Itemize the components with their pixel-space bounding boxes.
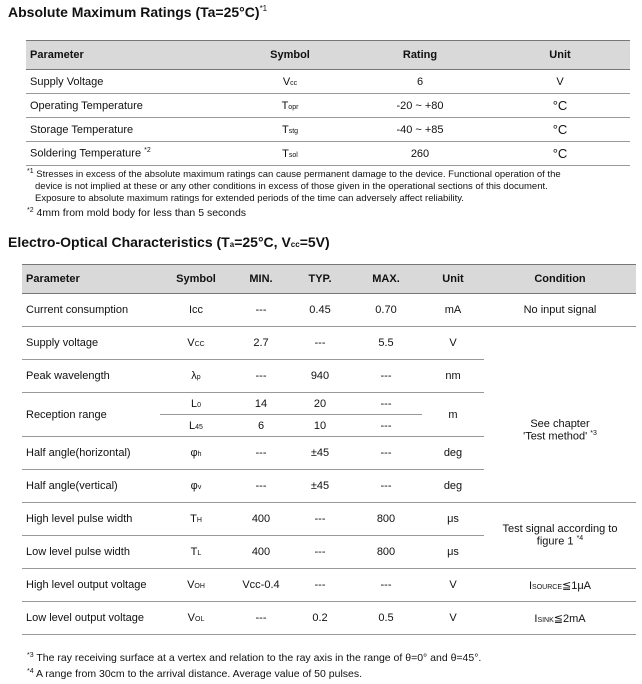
table-row: Low level output voltage VOL --- 0.2 0.5 V ISINK≦2mA [22,602,636,635]
cond-test-signal: Test signal according to figure 1 $^{*4}$ [484,503,636,569]
abs-max-table [26,40,630,166]
table-row: Peak wavelength λp --- 940 --- nm See chapter 'Test method' $^{*3}$ [22,360,636,393]
table-row: Half angle(vertical) φv --- ±45 --- deg [22,470,636,503]
table-row: Soldering Temperature $^{*2}$ Tsol 260 °C [26,142,630,166]
eo-table [22,264,636,635]
table-row: High level output voltage VOH Vcc-0.4 --- --- V ISOURCE≦1μA [22,569,636,602]
table-row: Half angle(horizontal) φh --- ±45 --- deg [22,437,636,470]
cond-see-chapter: See chapter 'Test method' $^{*3}$ [484,360,636,503]
table-header-row [26,41,630,70]
table-header-row: Parameter Symbol MIN. TYP. MAX. Unit Condition [22,265,636,294]
col-parameter: Parameter [26,41,230,70]
table-row: Current consumption Icc --- 0.45 0.70 mA No input signal [22,294,636,327]
table-row: Low level pulse width TL 400 --- 800 μs [22,536,636,569]
table-row: Supply Voltage Vcc 6 V [26,70,630,94]
eo-title: Electro-Optical Characteristics (Ta=25°C, Vcc=5V) [8,234,330,250]
col-unit: Unit [490,41,630,70]
table-row: Operating Temperature Topr -20 ~ +80 °C [26,94,630,118]
col-rating: Rating [350,41,490,70]
eo-notes: $^{*3}$ The ray receiving surface at a vertex and relation to the ray axis in the range of θ=0° and θ=45°. $^{*4}$ A range from 30cm to the arrival distance. Average value of 50 pulses. [27,652,482,680]
abs-notes: $^{*1}$ Stresses in excess of the absolute maximum ratings can cause permanent damage to the device. Functional operation of the device is not implied at these or any other conditions in excess of those given in the operational sections of this document. Exposure to absolute maximum ratings for extended periods of the time can adversely affect reliability. $^{*2}$ 4mm from mold body for less than 5 seconds [27,168,561,219]
abs-max-title: Absolute Maximum Ratings (Ta=25°C)$^{*1}$ [8,4,268,20]
table-row: Storage Temperature Tstg -40 ~ +85 °C [26,118,630,142]
col-symbol: Symbol [230,41,350,70]
table-row: Supply voltage VCC 2.7 --- 5.5 V [22,327,636,360]
table-row: L45 6 10 --- [22,415,636,437]
table-row: Reception range L0 14 20 --- m [22,393,636,415]
table-row: High level pulse width TH 400 --- 800 μs Test signal according to figure 1 $^{*4}$ [22,503,636,536]
